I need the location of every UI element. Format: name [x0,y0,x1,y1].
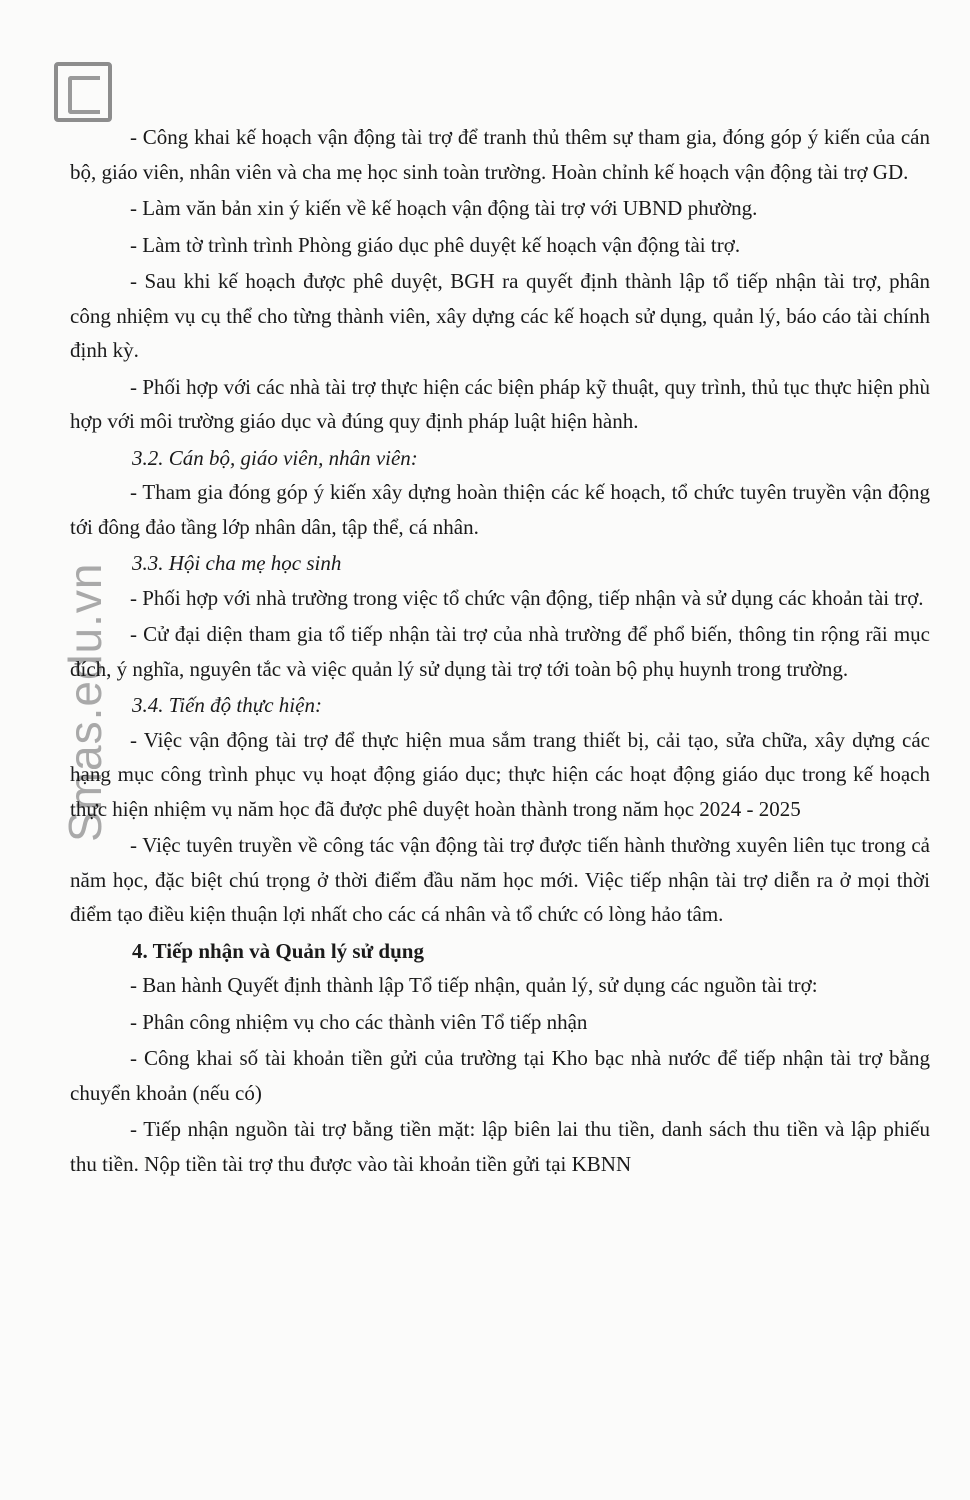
paragraph: - Ban hành Quyết định thành lập Tổ tiếp nhận, quản lý, sử dụng các nguồn tài trợ: [130,973,818,997]
paragraph: - Cử đại diện tham gia tổ tiếp nhận tài trợ của nhà trường để phổ biến, thông tin rộng rãi mục đích, ý nghĩa, nguyên tắc và việc quản lý sử dụng tài trợ tới toàn bộ phụ huynh trong trường. [70,622,930,681]
stamp-text: Smas.edu.vn [59,562,111,842]
paragraph: - Phân công nhiệm vụ cho các thành viên Tổ tiếp nhận [130,1009,588,1034]
paragraph: - Việc tuyên truyền về công tác vận động tài trợ được tiến hành thường xuyên liên tục trong cả năm học, đặc biệt chú trọng ở thời điểm đầu năm học mới. Việc tiếp nhận tài trợ diễn ra ở mọi thời điểm tạo điều kiện thuận lợi nhất cho các cá nhân và tổ chức có lòng hảo tâm. [70,833,930,926]
paragraph: - Việc vận động tài trợ để thực hiện mua sắm trang thiết bị, cải tạo, sửa chữa, xây dựng các hạng mục công trình phục vụ hoạt động giáo dục; thực hiện các hoạt động giáo dục trong kế hoạch thực hiện nhiệm vụ năm học đã được phê duyệt hoàn thành trong năm học 2024 - 2025 [70,727,930,821]
paragraph: - Phối hợp với nhà trường trong việc tổ chức vận động, tiếp nhận và sử dụng các khoản tài trợ. [130,585,924,610]
section-heading-3-2: 3.2. Cán bộ, giáo viên, nhân viên: [132,445,418,470]
paragraph: - Phối hợp với các nhà tài trợ thực hiện các biện pháp kỹ thuật, quy trình, thủ tục thực hiện phù hợp với môi trường giáo dục và đúng quy định pháp luật hiện hành. [70,374,930,433]
paragraph: - Tiếp nhận nguồn tài trợ bằng tiền mặt: lập biên lai thu tiền, danh sách thu tiền và lập phiếu thu tiền. Nộp tiền tài trợ thu được vào tài khoản tiền gửi tại KBNN [70,1117,930,1176]
paragraph: - Công khai kế hoạch vận động tài trợ để tranh thủ thêm sự tham gia, đóng góp ý kiến của cán bộ, giáo viên, nhân viên và cha mẹ học sinh toàn trường. Hoàn chỉnh kế hoạch vận động tài trợ GD. [70,125,930,184]
paragraph: - Làm tờ trình trình Phòng giáo dục phê duyệt kế hoạch vận động tài trợ. [130,232,741,257]
paragraph: - Công khai số tài khoản tiền gửi của trường tại Kho bạc nhà nước để tiếp nhận tài trợ bằng chuyển khoản (nếu có) [70,1046,930,1105]
section-heading-3-3: 3.3. Hội cha mẹ học sinh [132,551,342,575]
stamp-logo-icon [54,62,112,122]
paragraph: - Tham gia đóng góp ý kiến xây dựng hoàn thiện các kế hoạch, tổ chức tuyên truyền vận động tới đông đảo tầng lớp nhân dân, tập thể, cá nhân. [70,480,930,539]
paragraph: - Sau khi kế hoạch được phê duyệt, BGH ra quyết định thành lập tổ tiếp nhận tài trợ, phân công nhiệm vụ cụ thể cho từng thành viên, xây dựng các kế hoạch sử dụng, quản lý, báo cáo tài chính định kỳ. [70,269,930,362]
paragraph: - Làm văn bản xin ý kiến về kế hoạch vận động tài trợ với UBND phường. [130,196,758,220]
section-heading-3-4: 3.4. Tiến độ thực hiện: [132,693,322,717]
document-body [70,120,930,1183]
section-heading-4: 4. Tiếp nhận và Quản lý sử dụng [132,938,424,963]
